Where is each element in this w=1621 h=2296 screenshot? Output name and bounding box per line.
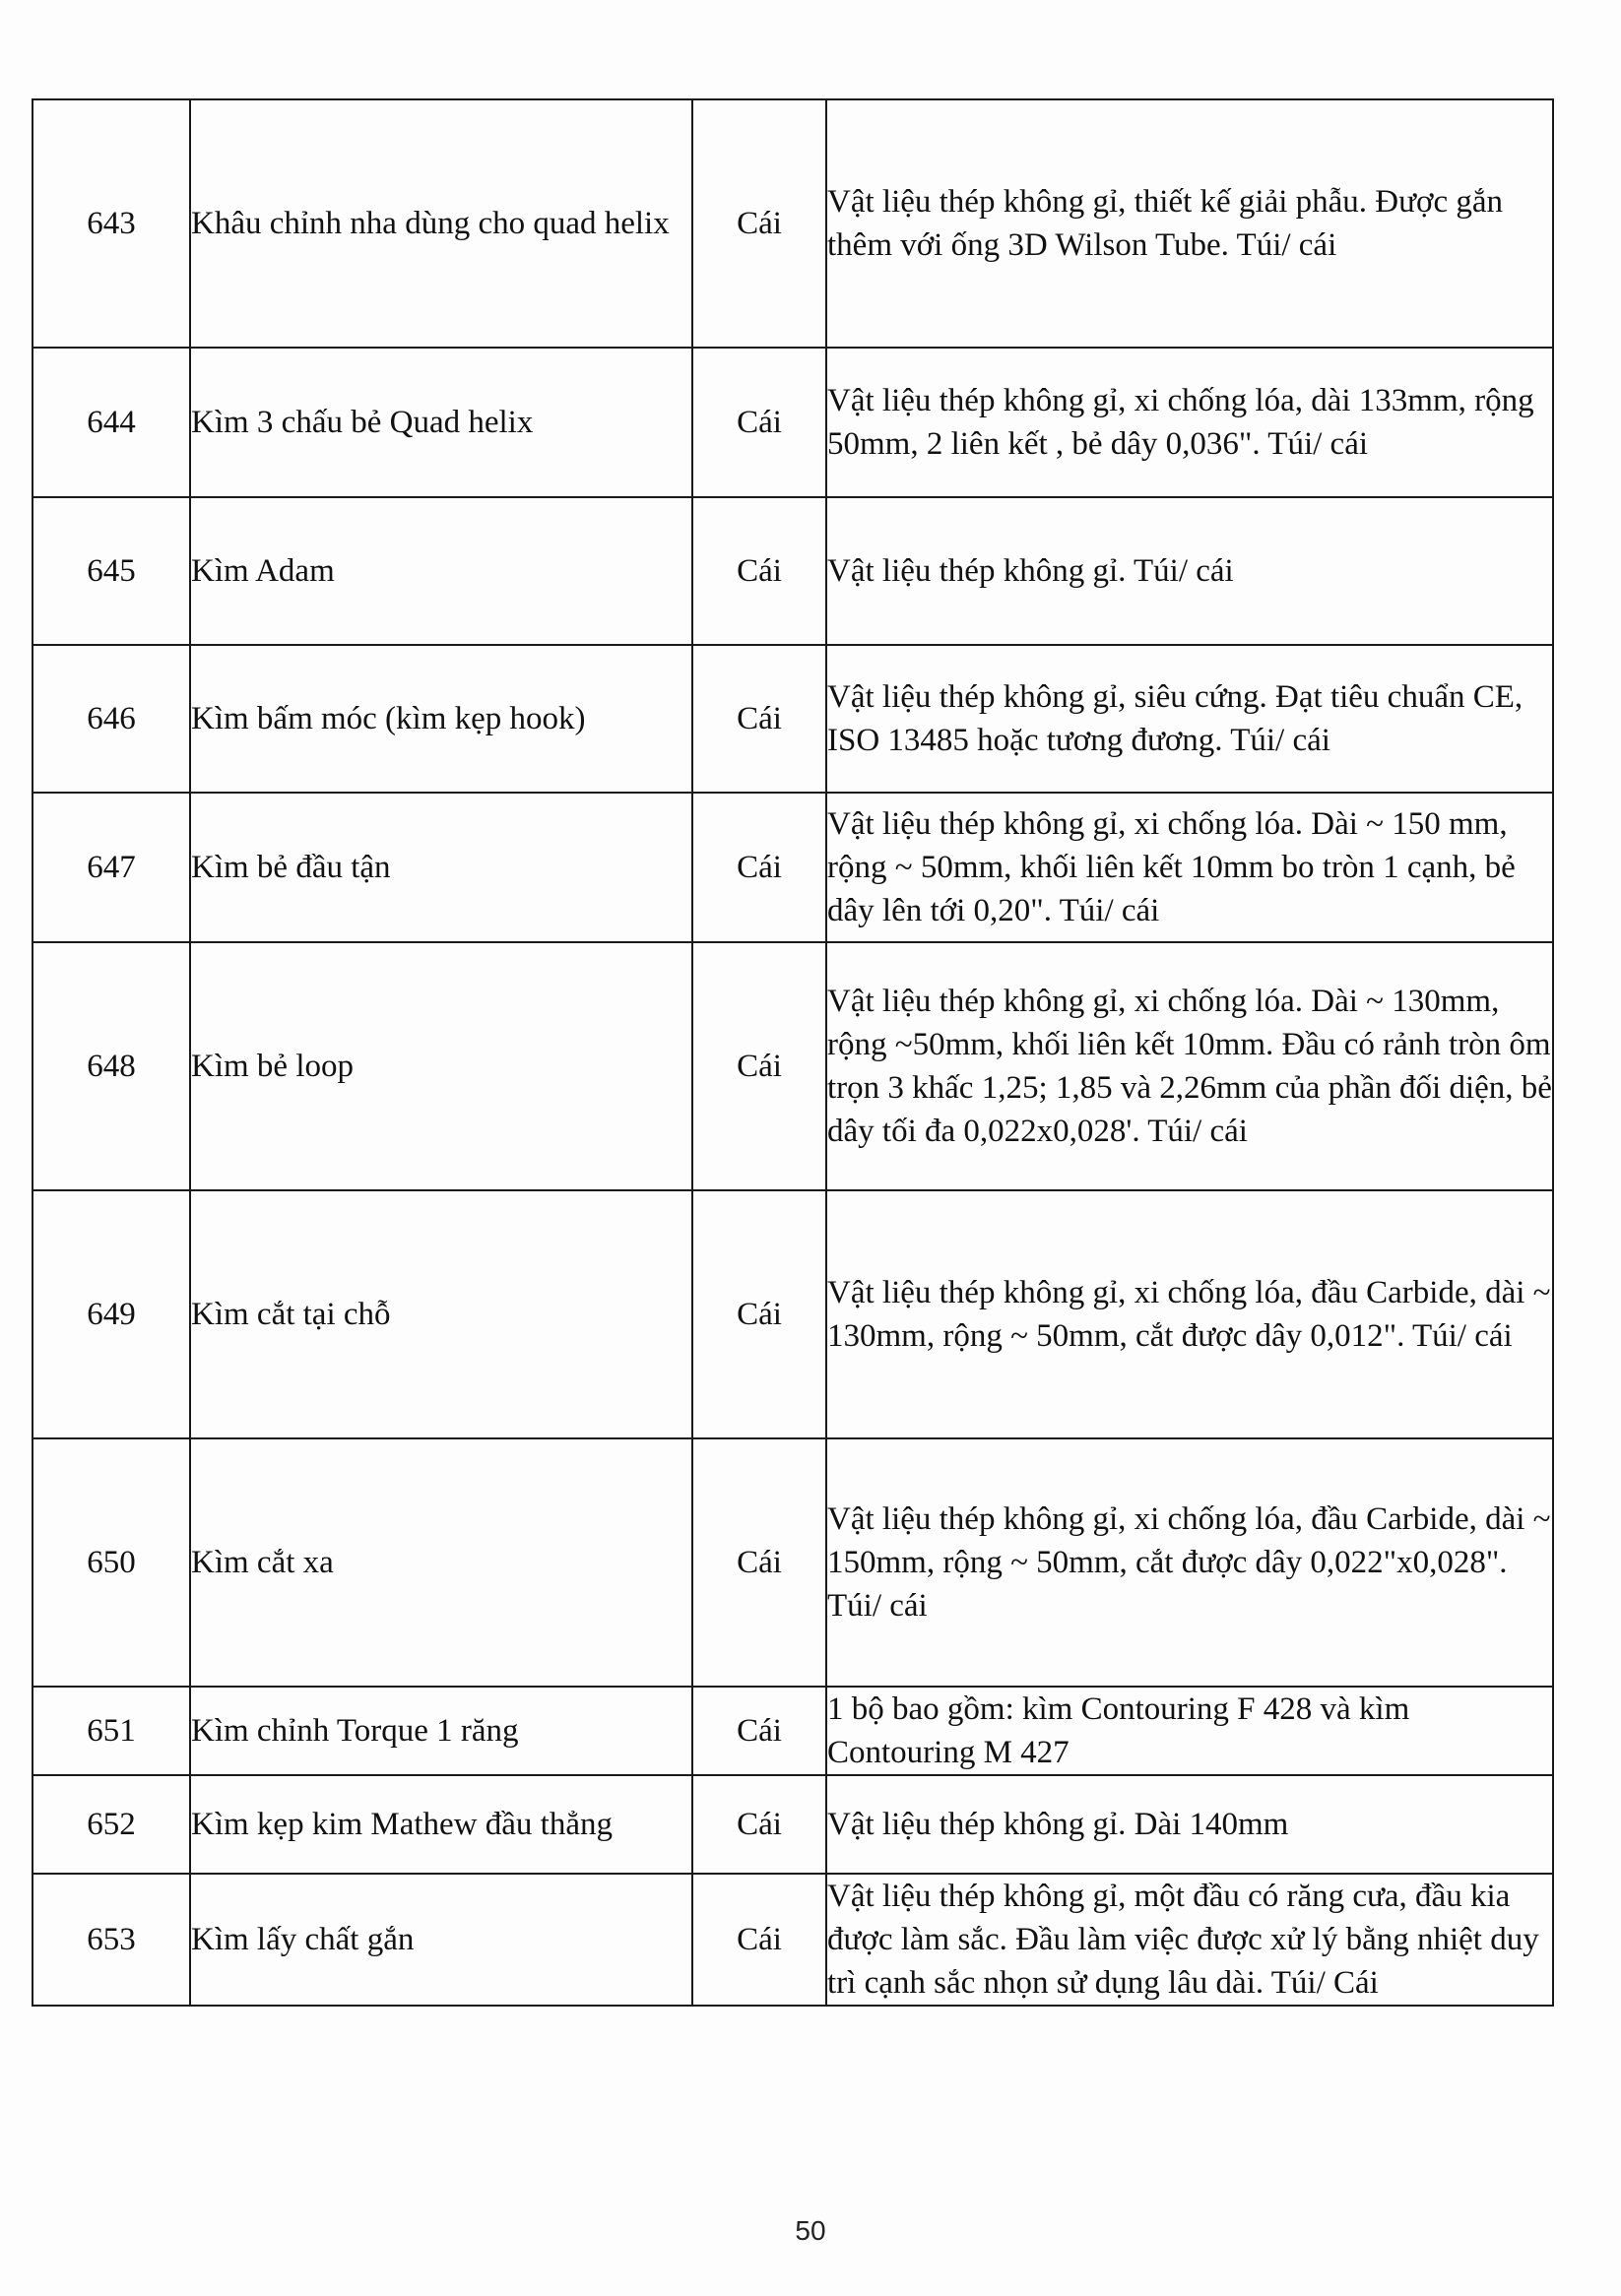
item-unit: Cái <box>692 1874 826 2006</box>
table-row <box>32 1687 1553 1775</box>
item-spec: Vật liệu thép không gỉ, thiết kế giải phẫu. Được gắn thêm với ống 3D Wilson Tube. Túi/ cái <box>826 99 1553 348</box>
item-name: Kìm chỉnh Torque 1 răng <box>190 1687 692 1775</box>
item-name: Kìm cắt tại chỗ <box>190 1190 692 1438</box>
item-name: Kìm bấm móc (kìm kẹp hook) <box>190 645 692 793</box>
item-spec: Vật liệu thép không gỉ, xi chống lóa. Dài ~ 150 mm, rộng ~ 50mm, khối liên kết 10mm bo tròn 1 cạnh, bẻ dây lên tới 0,20". Túi/ cái <box>826 793 1553 942</box>
item-name: Khâu chỉnh nha dùng cho quad helix <box>190 99 692 348</box>
page-number: 50 <box>795 2215 826 2246</box>
table-row <box>32 645 1553 793</box>
item-number: 650 <box>32 1438 190 1687</box>
item-unit: Cái <box>692 645 826 793</box>
item-number: 648 <box>32 942 190 1190</box>
item-spec: Vật liệu thép không gỉ, xi chống lóa. Dài ~ 130mm, rộng ~50mm, khối liên kết 10mm. Đầu có rảnh tròn ôm trọn 3 khấc 1,25; 1,85 và 2,26mm của phần đối diện, bẻ dây tối đa 0,022x0,028'. Túi/ cái <box>826 942 1553 1190</box>
item-spec: 1 bộ bao gồm: kìm Contouring F 428 và kìm Contouring M 427 <box>826 1687 1553 1775</box>
item-spec: Vật liệu thép không gỉ. Túi/ cái <box>826 497 1553 645</box>
item-unit: Cái <box>692 793 826 942</box>
item-number: 644 <box>32 348 190 497</box>
item-spec: Vật liệu thép không gỉ, xi chống lóa, dài 133mm, rộng 50mm, 2 liên kết , bẻ dây 0,036". Túi/ cái <box>826 348 1553 497</box>
item-unit: Cái <box>692 99 826 348</box>
item-name: Kìm Adam <box>190 497 692 645</box>
table-row <box>32 99 1553 348</box>
item-spec: Vật liệu thép không gỉ, xi chống lóa, đầu Carbide, dài ~ 130mm, rộng ~ 50mm, cắt được dây 0,012". Túi/ cái <box>826 1190 1553 1438</box>
table-row <box>32 1438 1553 1687</box>
item-spec: Vật liệu thép không gỉ, xi chống lóa, đầu Carbide, dài ~ 150mm, rộng ~ 50mm, cắt được dây 0,022"x0,028". Túi/ cái <box>826 1438 1553 1687</box>
item-unit: Cái <box>692 942 826 1190</box>
item-number: 643 <box>32 99 190 348</box>
item-number: 645 <box>32 497 190 645</box>
item-number: 649 <box>32 1190 190 1438</box>
item-unit: Cái <box>692 497 826 645</box>
item-name: Kìm bẻ loop <box>190 942 692 1190</box>
item-name: Kìm 3 chấu bẻ Quad helix <box>190 348 692 497</box>
item-unit: Cái <box>692 1438 826 1687</box>
table-row <box>32 1775 1553 1874</box>
item-number: 652 <box>32 1775 190 1874</box>
item-unit: Cái <box>692 348 826 497</box>
item-spec: Vật liệu thép không gỉ. Dài 140mm <box>826 1775 1553 1874</box>
table-row <box>32 793 1553 942</box>
item-number: 646 <box>32 645 190 793</box>
table-row <box>32 1190 1553 1438</box>
item-spec: Vật liệu thép không gỉ, siêu cứng. Đạt tiêu chuẩn CE, ISO 13485 hoặc tương đương. Túi/ cái <box>826 645 1553 793</box>
item-unit: Cái <box>692 1190 826 1438</box>
item-number: 647 <box>32 793 190 942</box>
table-row <box>32 1874 1553 2006</box>
item-name: Kìm lấy chất gắn <box>190 1874 692 2006</box>
item-name: Kìm cắt xa <box>190 1438 692 1687</box>
item-name: Kìm kẹp kim Mathew đầu thẳng <box>190 1775 692 1874</box>
table-row <box>32 348 1553 497</box>
item-number: 651 <box>32 1687 190 1775</box>
table-row <box>32 497 1553 645</box>
item-name: Kìm bẻ đầu tận <box>190 793 692 942</box>
item-unit: Cái <box>692 1775 826 1874</box>
table-row <box>32 942 1553 1190</box>
item-spec: Vật liệu thép không gỉ, một đầu có răng cưa, đầu kia được làm sắc. Đầu làm việc được xử lý bằng nhiệt duy trì cạnh sắc nhọn sử dụng lâu dài. Túi/ Cái <box>826 1874 1553 2006</box>
equipment-table <box>32 98 1554 2007</box>
item-unit: Cái <box>692 1687 826 1775</box>
item-number: 653 <box>32 1874 190 2006</box>
